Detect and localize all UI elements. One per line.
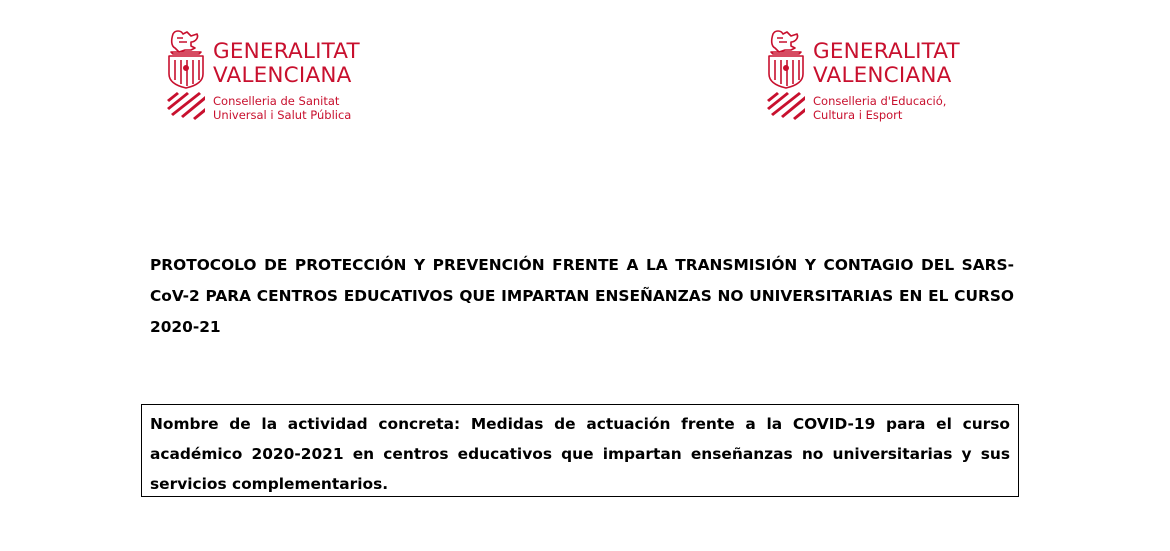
generalitat-coat-of-arms-icon	[165, 30, 207, 120]
logo-name-line2: VALENCIANA	[813, 63, 952, 88]
logo-dept-line1: Conselleria de Sanitat	[213, 94, 340, 108]
logo-name-line2: VALENCIANA	[213, 63, 352, 88]
document-title: PROTOCOLO DE PROTECCIÓN Y PREVENCIÓN FRENTE A LA TRANSMISIÓN Y CONTAGIO DEL SARS-CoV-2 PARA CENTROS EDUCATIVOS QUE IMPARTAN ENSEÑANZAS NO UNIVERSITARIAS EN EL CURSO 2020-21	[150, 256, 1014, 336]
logo-name-line1: GENERALITAT	[213, 39, 360, 64]
generalitat-coat-of-arms-icon	[765, 30, 807, 120]
logo-text-block	[213, 30, 360, 122]
logo-dept-line2: Cultura i Esport	[813, 108, 903, 122]
activity-box	[141, 404, 1019, 497]
logo-dept-line2: Universal i Salut Pública	[213, 108, 352, 122]
logo-conselleria-educacio	[765, 30, 960, 122]
activity-name-text: Nombre de la actividad concreta: Medidas de actuación frente a la COVID-19 para el curso académico 2020-2021 en centros educativos que impartan enseñanzas no universitarias y sus servicios complementarios.	[150, 415, 1010, 493]
logo-text-block	[813, 30, 960, 122]
logo-conselleria-sanitat	[165, 30, 360, 122]
logo-name-line1: GENERALITAT	[813, 39, 960, 64]
logo-dept-line1: Conselleria d'Educació,	[813, 94, 947, 108]
